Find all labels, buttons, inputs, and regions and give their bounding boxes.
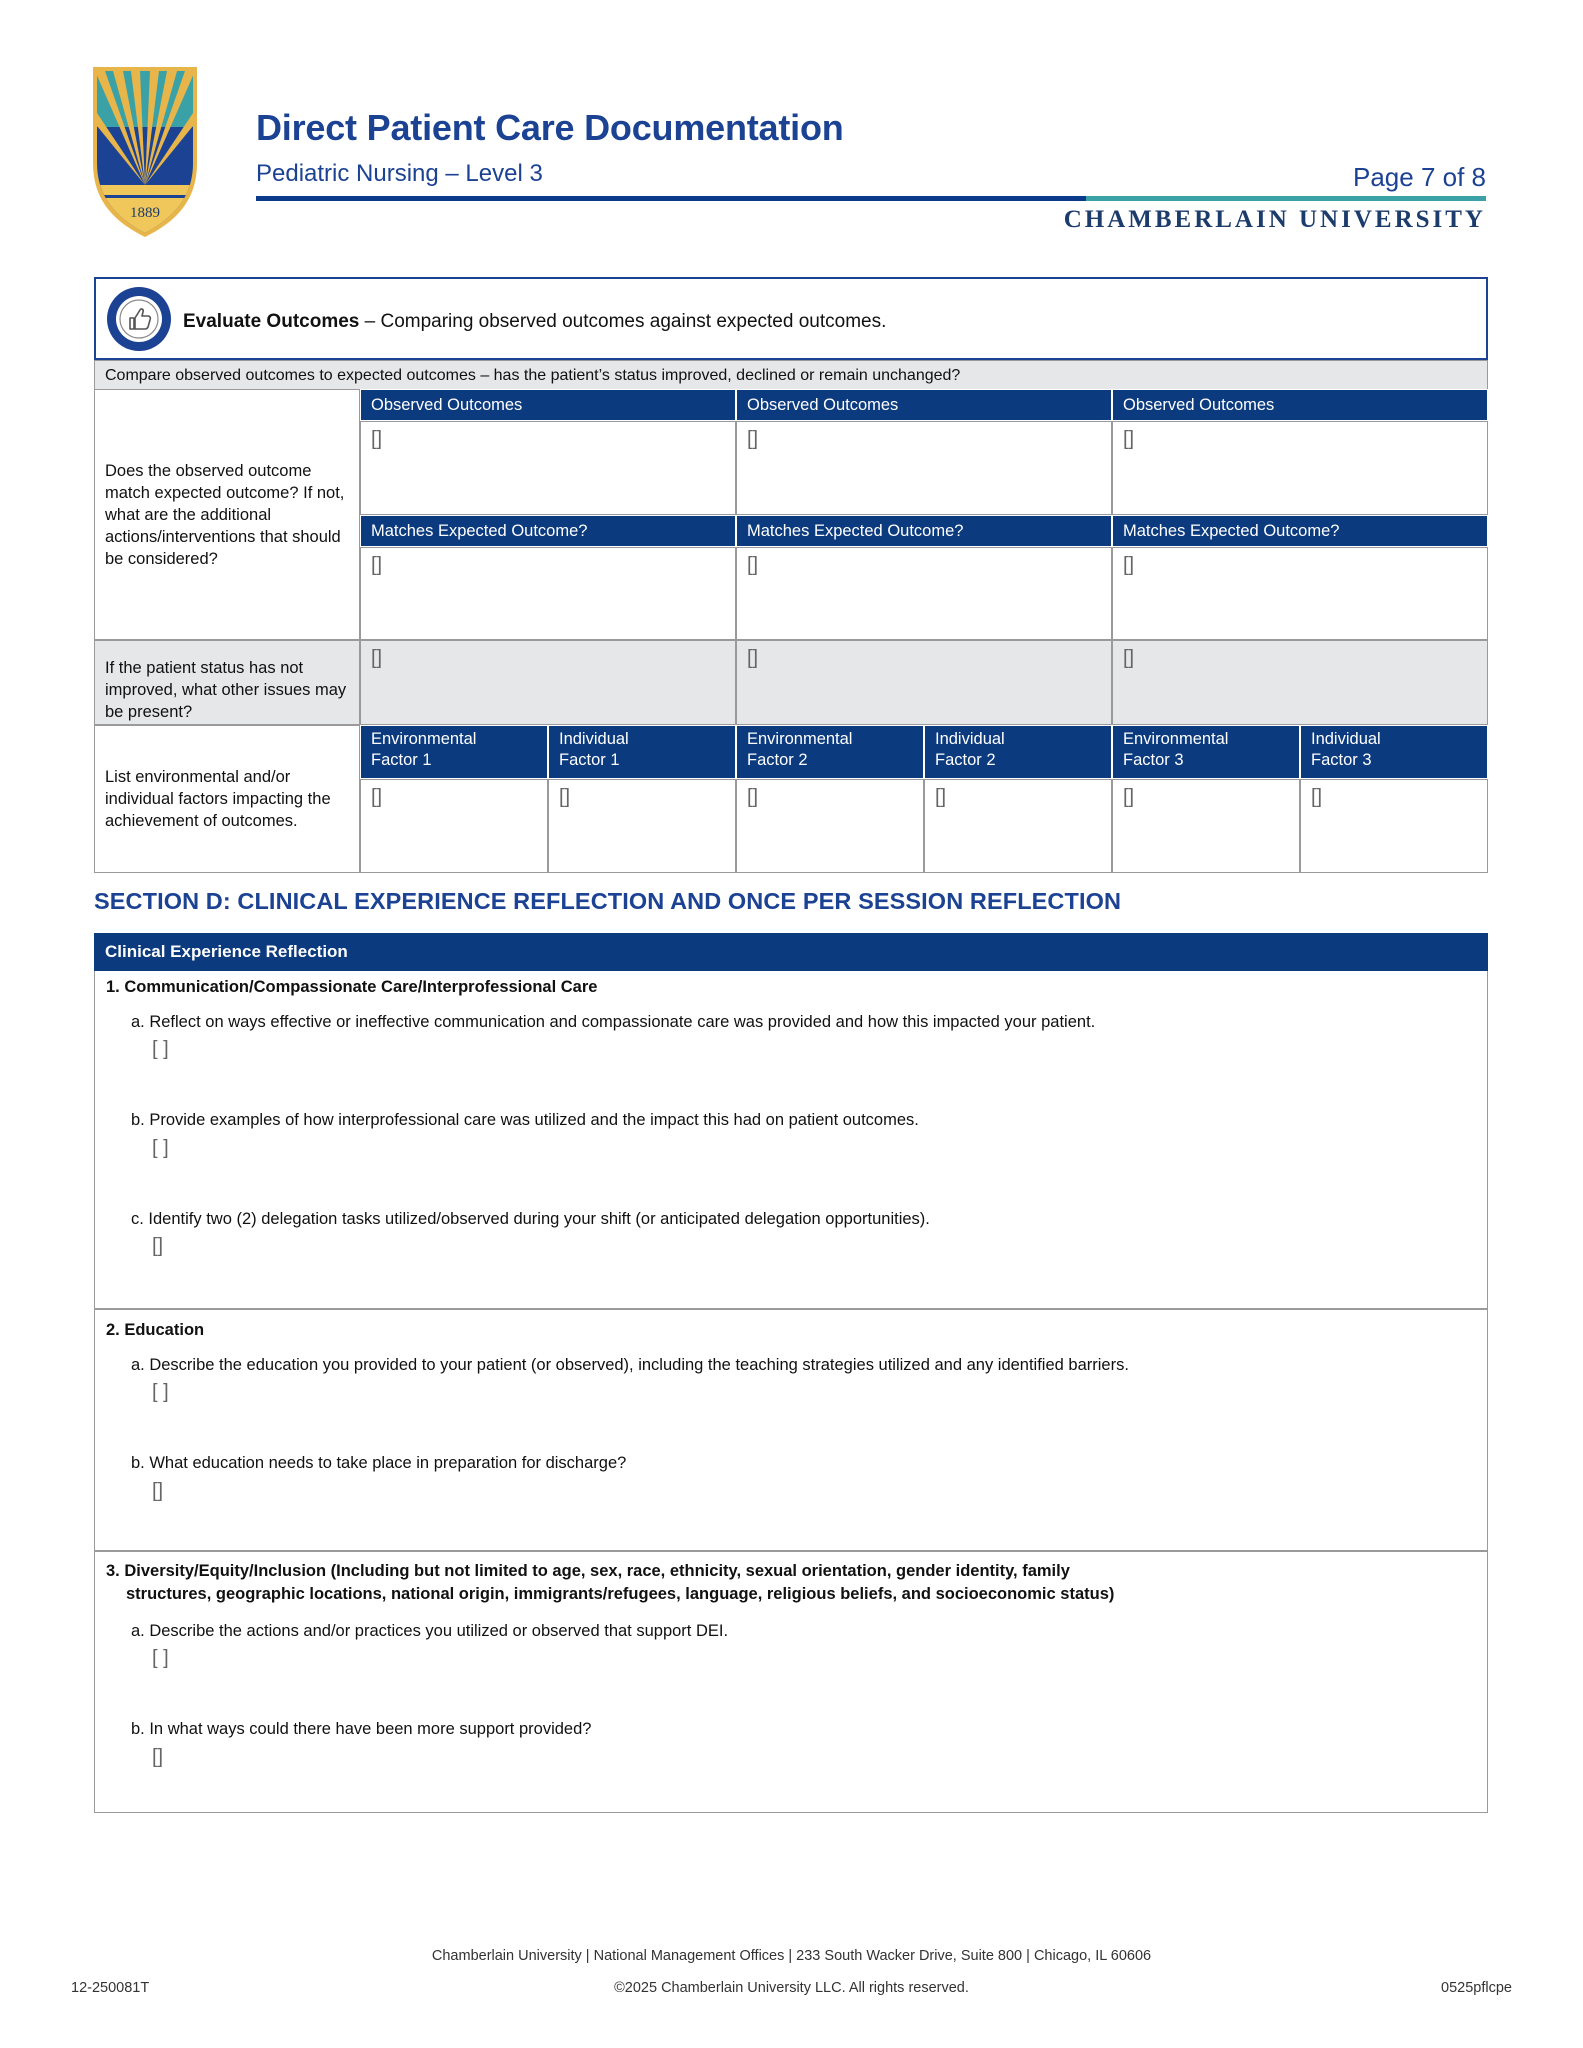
environmental-factor-3-header: Environmental Factor 3	[1112, 725, 1300, 779]
observed-outcomes-header-3: Observed Outcomes	[1112, 389, 1488, 421]
reflection-question-1	[94, 971, 1488, 1309]
environmental-factor-1-field[interactable]	[360, 779, 548, 873]
field-placeholder: []	[1123, 786, 1135, 808]
evaluate-outcomes-description: – Comparing observed outcomes against expected outcomes.	[359, 311, 887, 332]
university-wordmark: CHAMBERLAIN UNIVERSITY	[1063, 206, 1486, 233]
individual-factor-2-header: Individual Factor 2	[924, 725, 1112, 779]
observed-outcomes-header-2: Observed Outcomes	[736, 389, 1112, 421]
question-3-title-line-2: structures, geographic locations, national origin, immigrants/refugees, language, religious beliefs, and socioeconomic status)	[126, 1585, 1115, 1603]
observed-outcome-field-1[interactable]	[360, 421, 736, 515]
field-placeholder: []	[371, 786, 383, 808]
question-2b-prompt: b. What education needs to take place in preparation for discharge?	[131, 1454, 627, 1472]
section-d-title: SECTION D: CLINICAL EXPERIENCE REFLECTION AND ONCE PER SESSION REFLECTION	[94, 888, 1122, 914]
field-placeholder: []	[1123, 428, 1135, 450]
question-1b-prompt: b. Provide examples of how interprofessional care was utilized and the impact this had on patient outcomes.	[131, 1111, 919, 1129]
field-placeholder: []	[1123, 647, 1135, 669]
field-placeholder: []	[1123, 554, 1135, 576]
other-issues-field-3[interactable]	[1112, 640, 1488, 725]
matches-expected-header-1: Matches Expected Outcome?	[360, 515, 736, 547]
matches-expected-field-3[interactable]	[1112, 547, 1488, 640]
thumbs-up-icon	[105, 285, 173, 353]
environmental-factor-2-header: Environmental Factor 2	[736, 725, 924, 779]
question-1b-field[interactable]: [ ]	[152, 1137, 169, 1159]
evaluate-outcomes-text	[183, 311, 886, 333]
environmental-factor-1-header: Environmental Factor 1	[360, 725, 548, 779]
field-placeholder: []	[747, 554, 759, 576]
question-1c-field[interactable]: []	[152, 1235, 164, 1257]
individual-factor-1-header: Individual Factor 1	[548, 725, 736, 779]
field-placeholder: []	[935, 786, 947, 808]
field-placeholder: []	[371, 647, 383, 669]
footer-version-code: 0525pflcpe	[1441, 1980, 1512, 1996]
matches-expected-header-3: Matches Expected Outcome?	[1112, 515, 1488, 547]
individual-factor-2-field[interactable]	[924, 779, 1112, 873]
question-2b-field[interactable]: []	[152, 1480, 164, 1502]
question-2-title: 2. Education	[106, 1321, 205, 1339]
compare-prompt-row: Compare observed outcomes to expected outcomes – has the patient’s status improved, declined or remain unchanged?	[94, 360, 1488, 390]
individual-factor-1-field[interactable]	[548, 779, 736, 873]
document-title: Direct Patient Care Documentation	[256, 107, 844, 148]
individual-factor-3-header: Individual Factor 3	[1300, 725, 1488, 779]
reflection-question-2	[94, 1309, 1488, 1551]
field-placeholder: []	[747, 428, 759, 450]
individual-factor-3-field[interactable]	[1300, 779, 1488, 873]
observed-outcomes-header-1: Observed Outcomes	[360, 389, 736, 421]
field-placeholder: []	[559, 786, 571, 808]
question-3b-prompt: b. In what ways could there have been more support provided?	[131, 1720, 592, 1738]
field-placeholder: []	[371, 428, 383, 450]
match-question-label: Does the observed outcome match expected outcome? If not, what are the additional actions/interventions that should be considered?	[94, 389, 360, 640]
matches-expected-field-1[interactable]	[360, 547, 736, 640]
page-number: Page 7 of 8	[1353, 162, 1486, 192]
header-rule-blue	[256, 196, 1086, 201]
observed-outcome-field-3[interactable]	[1112, 421, 1488, 515]
footer-address: Chamberlain University | National Management Offices | 233 South Wacker Drive, Suite 800 | Chicago, IL 60606	[431, 1948, 1152, 1964]
svg-text:1889: 1889	[130, 205, 160, 221]
other-issues-field-1[interactable]	[360, 640, 736, 725]
header-rule-teal	[1086, 196, 1486, 201]
question-1-title: 1. Communication/Compassionate Care/Interprofessional Care	[106, 978, 598, 996]
question-2a-prompt: a. Describe the education you provided to your patient (or observed), including the teaching strategies utilized and any identified barriers.	[131, 1356, 1129, 1374]
document-subtitle: Pediatric Nursing – Level 3	[256, 160, 543, 187]
evaluate-outcomes-title: Evaluate Outcomes	[183, 311, 360, 332]
footer-document-code: 12-250081T	[71, 1980, 150, 1996]
evaluate-outcomes-banner	[94, 277, 1488, 360]
field-placeholder: []	[1311, 786, 1323, 808]
question-3a-prompt: a. Describe the actions and/or practices you utilized or observed that support DEI.	[131, 1622, 729, 1640]
question-2a-field[interactable]: [ ]	[152, 1381, 169, 1403]
question-3b-field[interactable]: []	[152, 1746, 164, 1768]
question-3-title-line-1: 3. Diversity/Equity/Inclusion (Including but not limited to age, sex, race, ethnicity, sexual orientation, gender identity, family	[106, 1562, 1070, 1580]
question-1c-prompt: c. Identify two (2) delegation tasks utilized/observed during your shift (or anticipated delegation opportunities).	[131, 1210, 930, 1228]
clinical-reflection-header: Clinical Experience Reflection	[94, 933, 1488, 971]
question-3a-field[interactable]: [ ]	[152, 1647, 169, 1669]
other-issues-label: If the patient status has not improved, what other issues may be present?	[94, 640, 360, 725]
environmental-factor-3-field[interactable]	[1112, 779, 1300, 873]
field-placeholder: []	[371, 554, 383, 576]
matches-expected-field-2[interactable]	[736, 547, 1112, 640]
environmental-factor-2-field[interactable]	[736, 779, 924, 873]
observed-outcome-field-2[interactable]	[736, 421, 1112, 515]
matches-expected-header-2: Matches Expected Outcome?	[736, 515, 1112, 547]
footer-copyright: ©2025 Chamberlain University LLC. All rights reserved.	[614, 1980, 969, 1996]
field-placeholder: []	[747, 786, 759, 808]
university-crest-logo	[93, 67, 197, 237]
field-placeholder: []	[747, 647, 759, 669]
other-issues-field-2[interactable]	[736, 640, 1112, 725]
factors-label: List environmental and/or individual factors impacting the achievement of outcomes.	[94, 725, 360, 873]
question-1a-field[interactable]: [ ]	[152, 1038, 169, 1060]
question-1a-prompt: a. Reflect on ways effective or ineffective communication and compassionate care was provided and how this impacted your patient.	[131, 1013, 1096, 1031]
reflection-question-3	[94, 1551, 1488, 1813]
